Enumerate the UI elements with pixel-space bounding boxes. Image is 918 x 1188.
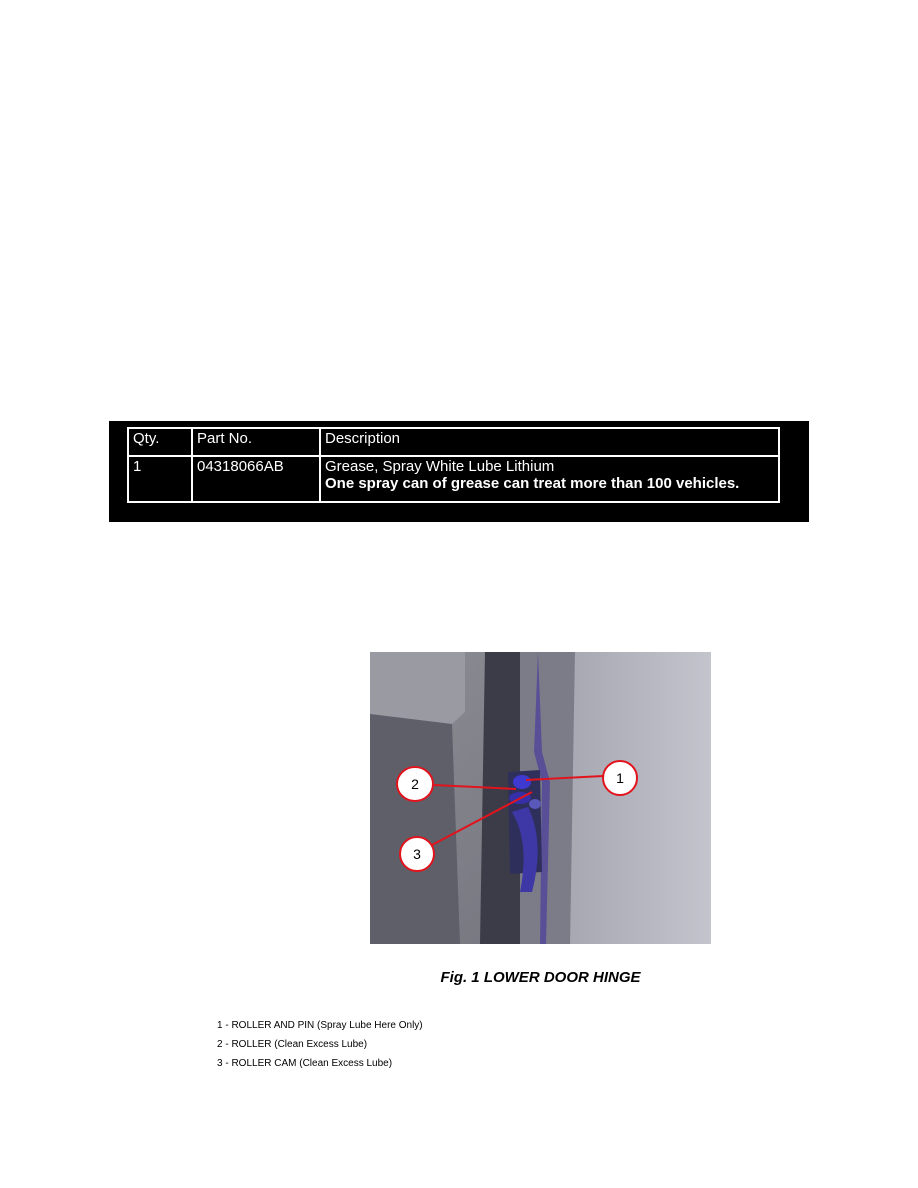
callout-3-label: 3 [413, 846, 421, 862]
callout-2 [397, 767, 433, 801]
figure-caption: Fig. 1 LOWER DOOR HINGE [440, 969, 641, 986]
parts-table [127, 427, 780, 503]
roller-cam [529, 799, 541, 809]
figure-legend [217, 1016, 423, 1073]
legend-item: 3 - ROLLER CAM (Clean Excess Lube) [217, 1058, 393, 1069]
legend-item: 1 - ROLLER AND PIN (Spray Lube Here Only) [217, 1020, 423, 1031]
callout-2-label: 2 [411, 776, 419, 792]
hinge-photo [370, 652, 711, 944]
header-part-no: Part No. [192, 428, 320, 456]
cell-description [320, 456, 779, 502]
parts-table-block [109, 421, 809, 522]
description-note: One spray can of grease can treat more than 100 vehicles. [325, 475, 740, 492]
parts-table-header-row [128, 428, 779, 456]
hinge-photo-illustration [370, 652, 711, 944]
legend-item: 2 - ROLLER (Clean Excess Lube) [217, 1039, 368, 1050]
callout-1 [603, 761, 637, 795]
trim-panel [370, 652, 465, 724]
cell-part-no: 04318066AB [192, 456, 320, 502]
header-description: Description [320, 428, 779, 456]
roller-pin [513, 775, 531, 789]
callout-3 [400, 837, 434, 871]
table-row [128, 456, 779, 502]
header-qty: Qty. [128, 428, 192, 456]
description-text: Grease, Spray White Lube Lithium [325, 458, 555, 475]
cell-qty: 1 [128, 456, 192, 502]
callout-1-label: 1 [616, 770, 624, 786]
door-panel [570, 652, 711, 944]
pillar-shadow [370, 714, 460, 944]
